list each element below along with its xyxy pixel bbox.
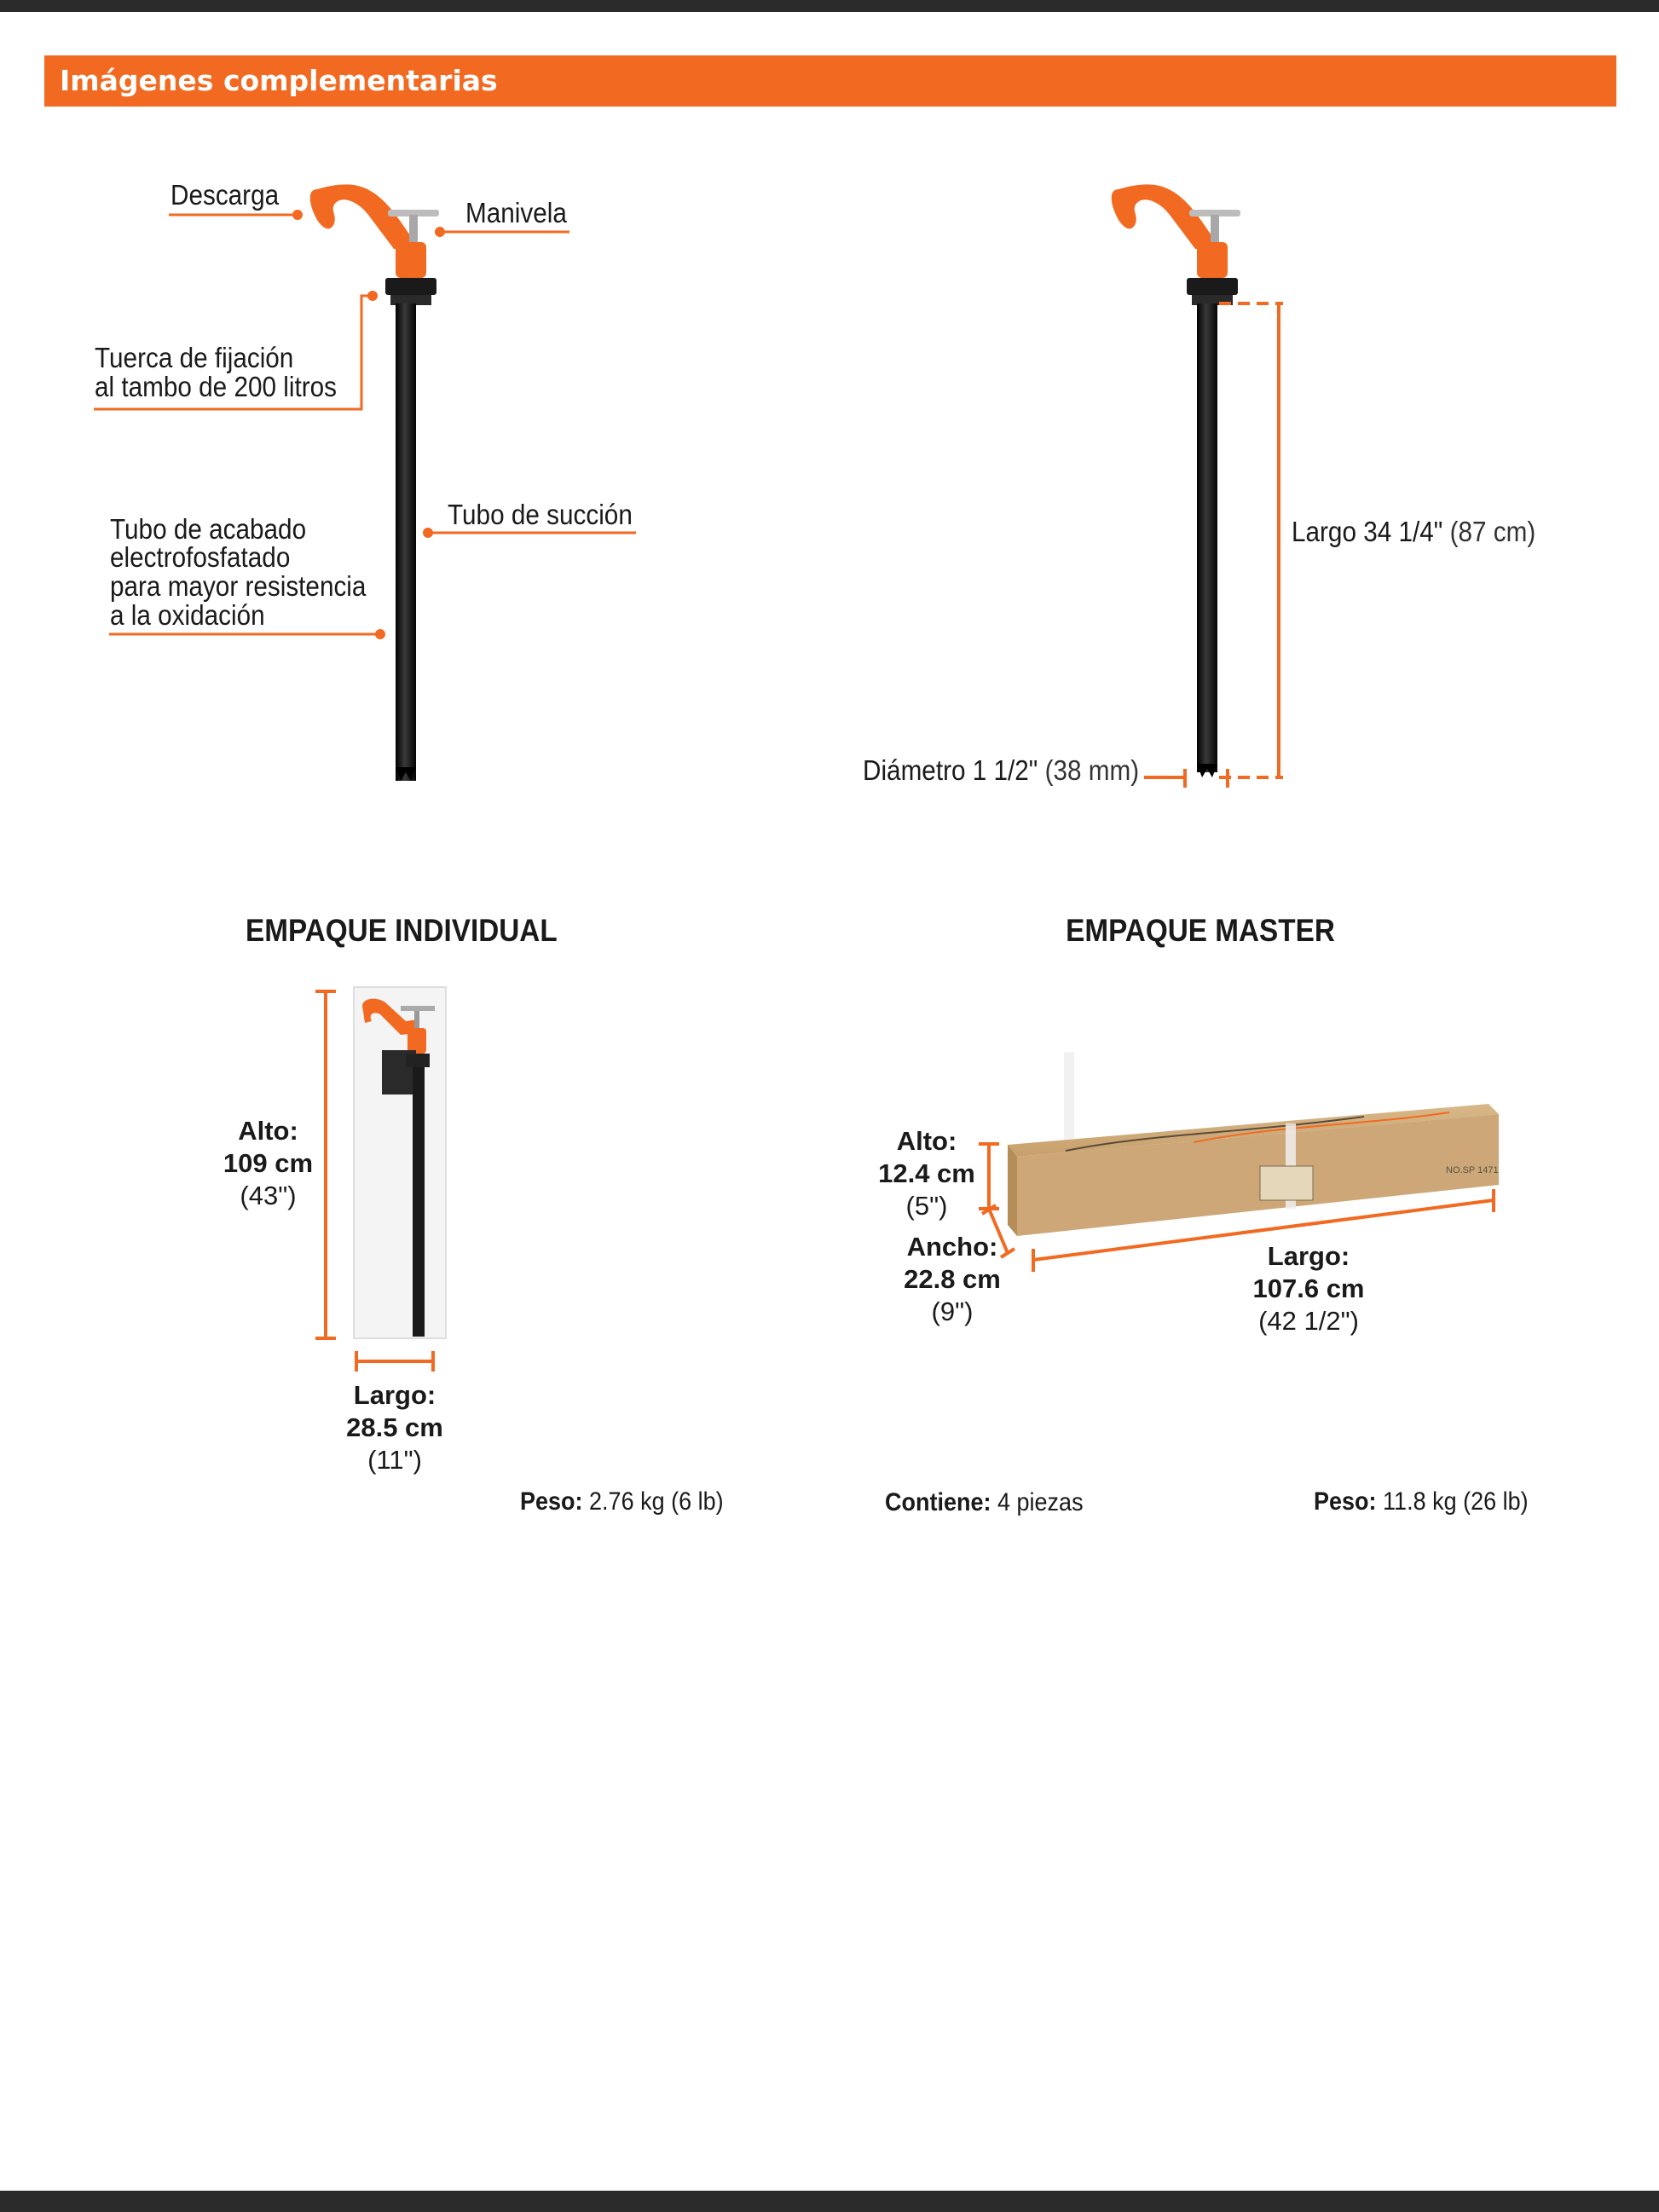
callout-manivela: Manivela: [465, 197, 567, 228]
callout-tubo-acabado-line1: Tubo de acabado: [110, 513, 307, 545]
master-peso-value: 11.8 kg (26 lb): [1383, 1487, 1529, 1516]
master-contiene: [885, 1488, 1084, 1517]
title-empaque-individual: EMPAQUE INDIVIDUAL: [246, 913, 558, 948]
title-empaque-master: EMPAQUE MASTER: [1066, 913, 1335, 948]
individual-alto: [215, 1115, 321, 1212]
individual-largo-label: Largo:: [353, 1380, 436, 1410]
master-alto-imperial: (5"): [905, 1191, 948, 1221]
callout-descarga: Descarga: [171, 179, 280, 211]
individual-peso: [520, 1487, 724, 1516]
master-largo-label: Largo:: [1267, 1241, 1350, 1271]
master-contiene-value: 4 piezas: [997, 1488, 1084, 1516]
diametro-label: Diámetro 1 1/2": [863, 754, 1038, 786]
individual-alto-imperial: (43"): [240, 1181, 297, 1210]
box-code: NO.SP 1471: [1446, 1165, 1499, 1175]
master-peso: [1314, 1487, 1529, 1516]
largo-label: Largo 34 1/4": [1292, 516, 1443, 547]
master-contiene-label: Contiene:: [885, 1488, 991, 1516]
callout-tubo-acabado-line4: a la oxidación: [110, 599, 265, 631]
master-alto-label: Alto:: [896, 1126, 957, 1156]
pump-image: [310, 184, 439, 781]
callout-tuerca-line1: Tuerca de fijación: [95, 342, 294, 373]
callout-tubo-succion: Tubo de succión: [448, 499, 633, 530]
section-header: Imágenes complementarias: [44, 55, 1616, 107]
bagged-pump-image: [354, 987, 446, 1338]
master-ancho-imperial: (9"): [931, 1297, 974, 1326]
individual-alto-value: 109 cm: [223, 1148, 314, 1178]
diametro-dimension: [863, 756, 1139, 785]
master-largo-imperial: (42 1/2"): [1258, 1306, 1359, 1336]
master-largo-value: 107.6 cm: [1252, 1273, 1365, 1303]
master-alto-value: 12.4 cm: [878, 1158, 975, 1188]
individual-peso-label: Peso:: [520, 1487, 583, 1516]
master-ancho: [897, 1231, 1008, 1328]
callout-tubo-acabado-line3: para mayor resistencia: [110, 570, 367, 602]
individual-largo-imperial: (11"): [367, 1445, 422, 1475]
individual-peso-value: 2.76 kg (6 lb): [589, 1487, 724, 1516]
master-ancho-value: 22.8 cm: [904, 1264, 1001, 1294]
master-peso-label: Peso:: [1314, 1487, 1377, 1516]
bottom-bar: [0, 2191, 1659, 2212]
largo-dimension: [1292, 517, 1535, 546]
master-largo: [1249, 1240, 1368, 1337]
largo-metric: (87 cm): [1449, 516, 1536, 547]
individual-largo: [339, 1379, 450, 1476]
callout-tuerca-line2: al tambo de 200 litros: [95, 371, 337, 402]
master-alto: [876, 1125, 977, 1222]
master-ancho-label: Ancho:: [906, 1232, 998, 1262]
diametro-metric: (38 mm): [1044, 754, 1140, 786]
pump-dimension-image: [1112, 184, 1240, 777]
individual-largo-value: 28.5 cm: [346, 1412, 443, 1442]
individual-alto-label: Alto:: [238, 1116, 298, 1146]
callout-tubo-acabado-line2: electrofosfatado: [110, 541, 291, 573]
